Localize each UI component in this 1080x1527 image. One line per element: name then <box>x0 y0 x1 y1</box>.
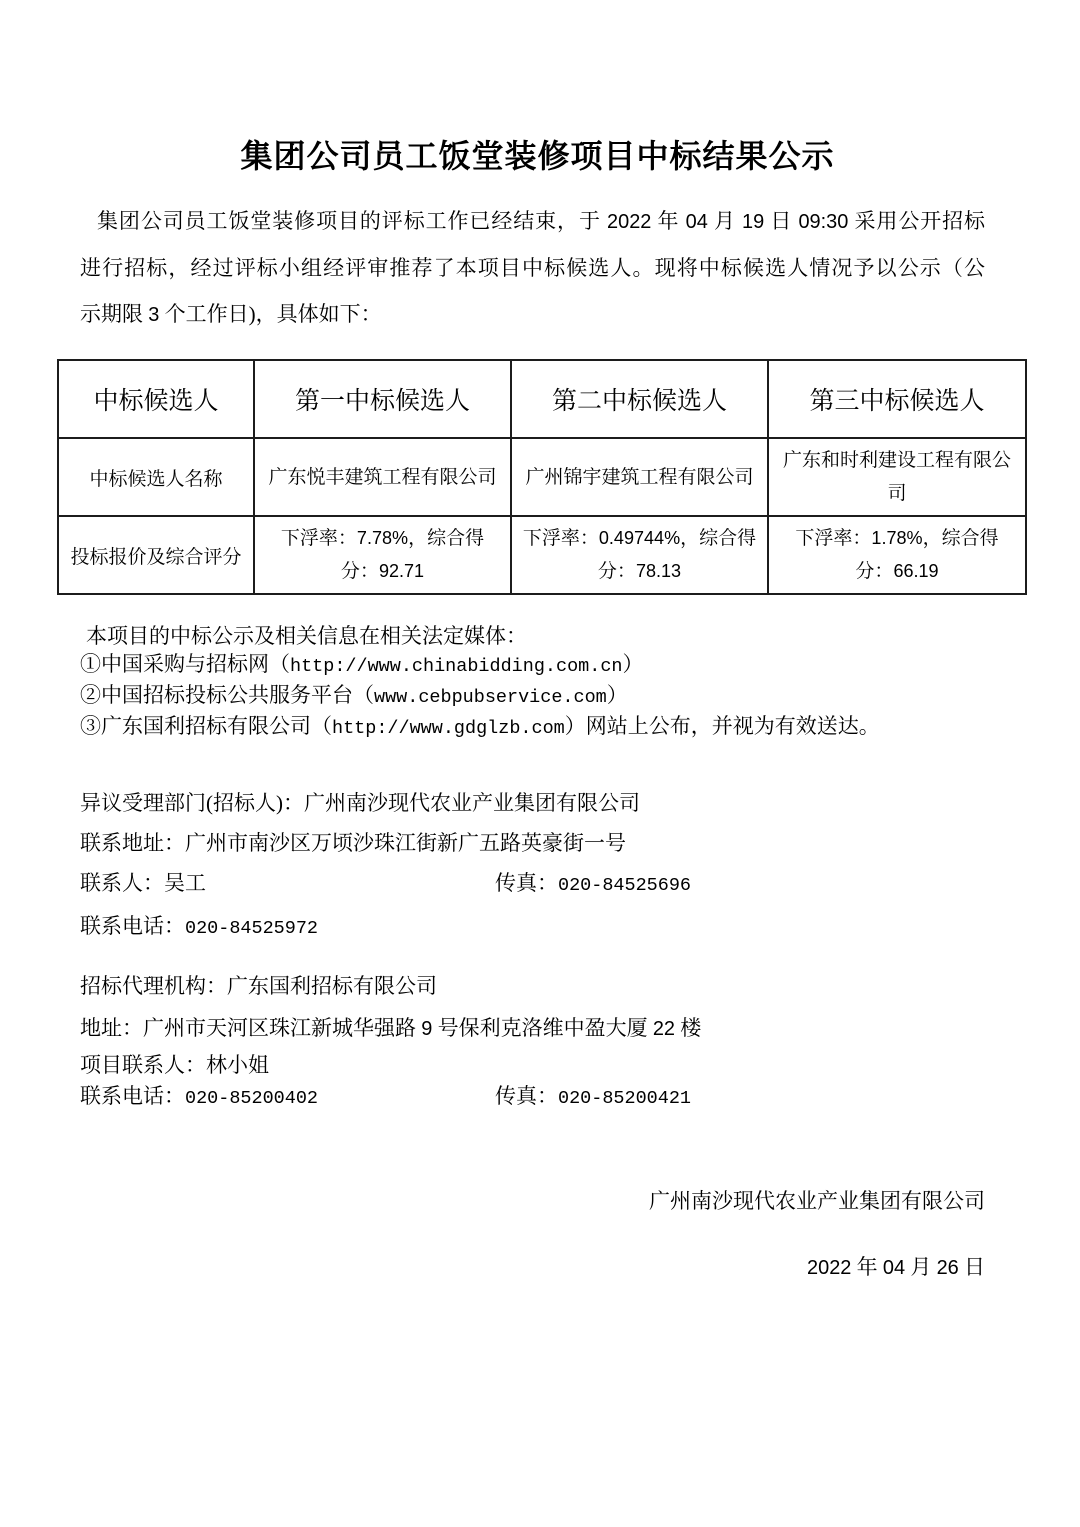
intro-line-1: 集团公司员工饭堂装修项目的评标工作已经结束，于 2022 年 04 月 19 日 09:30 采用公开招标 <box>97 209 986 233</box>
objection-dept: 异议受理部门(招标人)：广州南沙现代农业产业集团有限公司 <box>80 791 640 815</box>
agency-name: 招标代理机构：广东国利招标有限公司 <box>80 974 437 998</box>
row-label-candidate-name: 中标候选人名称 <box>58 438 254 516</box>
objection-contact-block <box>80 783 985 949</box>
intro-paragraph <box>80 198 985 338</box>
media-publication-block <box>80 622 985 743</box>
header-first-candidate: 第一中标候选人 <box>254 360 511 438</box>
candidate-3-name: 广东和时利建设工程有限公司 <box>768 438 1026 516</box>
header-candidate: 中标候选人 <box>58 360 254 438</box>
row-label-bid-score: 投标报价及综合评分 <box>58 516 254 594</box>
candidate-3-score: 下浮率：1.78%，综合得分：66.19 <box>768 516 1026 594</box>
header-third-candidate: 第三中标候选人 <box>768 360 1026 438</box>
agency-fax: 传真：020-85200421 <box>495 1084 691 1109</box>
objection-address: 联系地址：广州市南沙区万顷沙珠江街新广五路英豪街一号 <box>80 831 626 855</box>
objection-phone: 联系电话：020-84525972 <box>80 914 318 939</box>
agency-phone-fax-line <box>80 1081 985 1114</box>
signature-company: 广州南沙现代农业产业集团有限公司 <box>649 1189 985 1213</box>
agency-phone: 联系电话：020-85200402 <box>80 1084 318 1109</box>
page-title: 集团公司员工饭堂装修项目中标结果公示 <box>240 138 835 174</box>
objection-fax: 传真：020-84525696 <box>495 871 691 896</box>
agency-address: 地址：广州市天河区珠江新城华强路 9 号保利克洛维中盈大厦 22 楼 <box>80 1016 702 1040</box>
signature-date: 2022 年 04 月 26 日 <box>807 1255 985 1279</box>
table-row-bid-scores <box>58 516 1026 594</box>
candidate-2-name: 广州锦宇建筑工程有限公司 <box>511 438 768 516</box>
intro-line-3: 示期限 3 个工作日)，具体如下： <box>80 302 382 326</box>
candidate-1-score: 下浮率：7.78%，综合得分：92.71 <box>254 516 511 594</box>
agency-contact-block <box>80 965 985 1114</box>
media-intro: 本项目的中标公示及相关信息在相关法定媒体： <box>86 624 527 648</box>
media-item-gdglzb: ③广东国利招标有限公司（http://www.gdglzb.com）网站上公布，并视为有效送达。 <box>80 714 880 739</box>
table-row-candidate-names <box>58 438 1026 516</box>
agency-contact-person: 项目联系人：林小姐 <box>80 1053 269 1077</box>
objection-contact-person: 联系人：吴工 <box>80 871 206 895</box>
candidate-2-score: 下浮率：0.49744%，综合得分：78.13 <box>511 516 768 594</box>
bid-result-table <box>57 359 1027 595</box>
table-header-row <box>58 360 1026 438</box>
candidate-1-name: 广东悦丰建筑工程有限公司 <box>254 438 511 516</box>
media-item-chinabidding: ①中国采购与招标网（http://www.chinabidding.com.cn） <box>80 652 644 677</box>
intro-line-2: 进行招标，经过评标小组经评审推荐了本项目中标候选人。现将中标候选人情况予以公示（公 <box>80 256 985 280</box>
media-item-cebpubservice: ②中国招标投标公共服务平台（www.cebpubservice.com） <box>80 683 628 708</box>
objection-contact-fax-line <box>80 863 985 906</box>
header-second-candidate: 第二中标候选人 <box>511 360 768 438</box>
